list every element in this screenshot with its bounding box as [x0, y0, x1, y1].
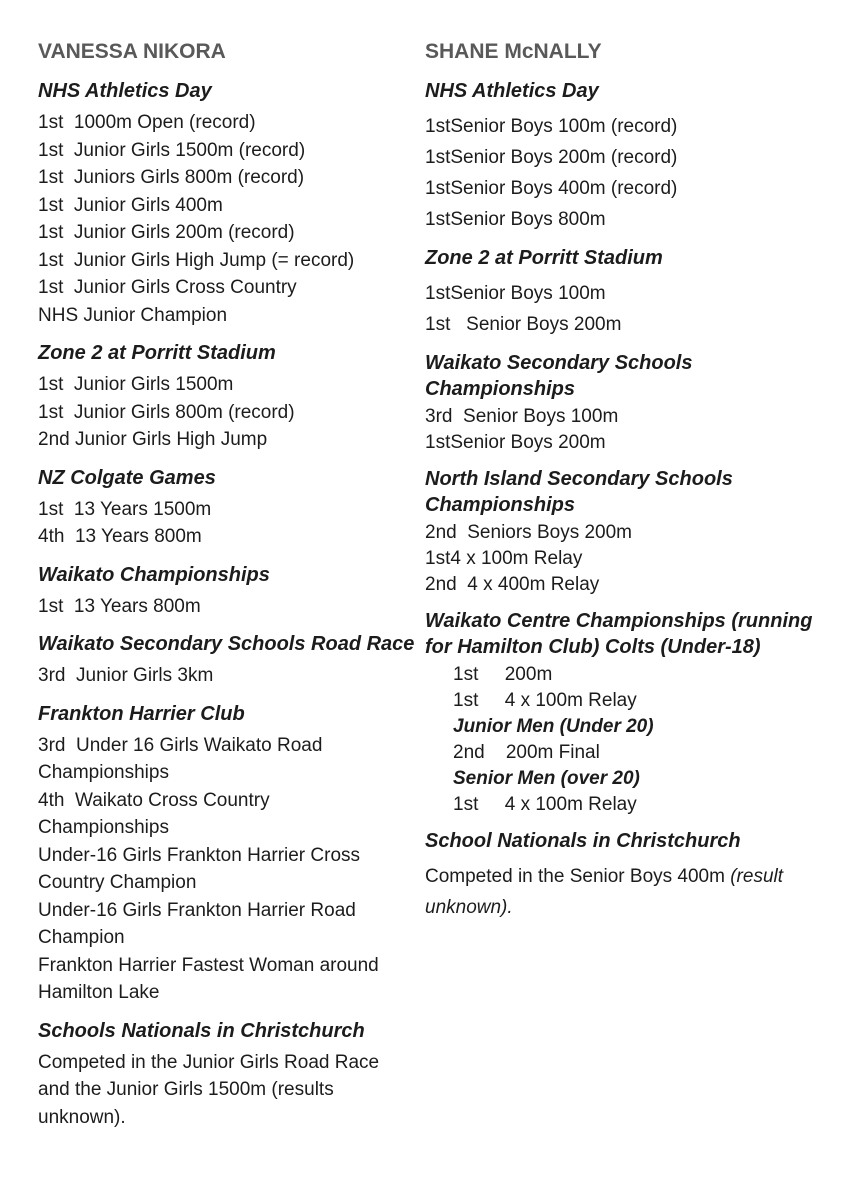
vanessa-section-nz-colgate-games [38, 465, 420, 551]
paragraph-line: unknown). [425, 897, 513, 918]
achievement-line: Under-16 Girls Frankton Harrier Road [38, 899, 356, 921]
vanessa-section-waikato-championships [38, 562, 420, 621]
achievement-line: Hamilton Lake [38, 982, 160, 1003]
section-title: Zone 2 at Porritt Stadium [425, 247, 663, 269]
achievement-line: 1stSenior Boys 800m [425, 209, 606, 230]
section-title: NHS Athletics Day [38, 80, 212, 102]
achievement-line: 1st Senior Boys 200m [425, 314, 622, 335]
shane-section-north-island-secondary-schools-championships [425, 466, 837, 598]
person-name-vanessa: VANESSA NIKORA [38, 40, 226, 63]
section-title: Schools Nationals in Christchurch [38, 1019, 365, 1042]
achievement-line: 4th 13 Years 800m [38, 526, 202, 547]
achievement-line: Championships [38, 817, 169, 838]
achievement-line: 1stSenior Boys 200m [425, 432, 606, 453]
achievement-line: 1st 13 Years 1500m [38, 498, 212, 520]
achievement-line: 1st Junior Girls Cross Country [38, 277, 297, 298]
achievement-line: 2nd 200m Final [453, 742, 600, 763]
section-title: NHS Athletics Day [425, 80, 599, 102]
achievement-line: 1st 200m [453, 664, 553, 685]
achievement-line: 1st 4 x 100m Relay [453, 794, 637, 815]
shane-section-waikato-centre-championships [425, 608, 837, 818]
achievement-line: 1st Junior Girls High Jump (= record) [38, 249, 355, 271]
achievement-line: 1st4 x 100m Relay [425, 548, 583, 569]
section-title: Waikato Championships [38, 563, 270, 586]
achievement-line: Country Champion [38, 872, 197, 893]
achievement-line: 1st Junior Girls 200m (record) [38, 222, 295, 243]
section-title: Waikato Secondary Schools Road Race [38, 633, 415, 655]
achievement-line: Championships [38, 762, 169, 783]
section-title: School Nationals in Christchurch [425, 830, 741, 852]
section-title: NZ Colgate Games [38, 466, 216, 489]
section-title: Waikato Secondary Schools Championships [425, 352, 693, 400]
paragraph-line: unknown). [38, 1106, 126, 1128]
achievement-line: 1stSenior Boys 400m (record) [425, 178, 678, 199]
section-title: Zone 2 at Porritt Stadium [38, 342, 276, 364]
paragraph-line: Competed in the Junior Girls Road Race [38, 1051, 380, 1073]
achievement-line: 1st Junior Girls 800m (record) [38, 401, 295, 423]
age-group-subheading: Junior Men (Under 20) [453, 716, 654, 737]
section-title: North Island Secondary Schools Championships [425, 468, 733, 516]
achievement-line: Champion [38, 927, 125, 948]
shane-section-nhs-athletics-day [425, 78, 837, 235]
shane-section-zone2-porritt-stadium [425, 245, 837, 340]
paragraph-line: and the Junior Girls 1500m (results [38, 1079, 334, 1100]
paragraph-text-italic: (result [730, 866, 784, 887]
achievement-line: 2nd Junior Girls High Jump [38, 429, 268, 450]
person-name-shane: SHANE McNALLY [425, 40, 602, 63]
achievement-line: 2nd 4 x 400m Relay [425, 574, 600, 595]
achievement-line: 1st 13 Years 800m [38, 595, 201, 617]
vanessa-section-waikato-secondary-schools-road-race [38, 631, 420, 690]
vanessa-section-frankton-harrier-club [38, 701, 420, 1007]
paragraph-text: Competed in the Senior Boys 400m [425, 866, 731, 887]
achievement-line: 3rd Junior Girls 3km [38, 665, 214, 686]
column-vanessa [38, 40, 420, 1131]
achievement-line: 3rd Under 16 Girls Waikato Road [38, 734, 323, 756]
achievement-line: 1stSenior Boys 100m (record) [425, 116, 678, 137]
achievement-line: 1st Junior Girls 400m [38, 194, 223, 216]
achievement-line: NHS Junior Champion [38, 304, 228, 326]
achievement-line: 1st Junior Girls 1500m [38, 374, 234, 395]
achievement-line: Under-16 Girls Frankton Harrier Cross [38, 844, 361, 866]
paragraph-line [425, 861, 837, 892]
vanessa-section-zone2-porritt-stadium [38, 340, 420, 454]
shane-section-school-nationals-christchurch [425, 828, 837, 923]
section-title: Waikato Centre Championships (running for Hamilton Club) Colts (Under-18) [425, 610, 813, 658]
achievement-line: 1stSenior Boys 200m (record) [425, 147, 678, 168]
vanessa-section-schools-nationals-christchurch [38, 1018, 420, 1132]
age-group-subheading: Senior Men (over 20) [453, 768, 640, 789]
achievement-line: 1st 4 x 100m Relay [453, 690, 637, 711]
shane-section-waikato-secondary-schools-championships [425, 350, 837, 456]
achievement-line: 1stSenior Boys 100m [425, 283, 606, 304]
achievement-line: 3rd Senior Boys 100m [425, 406, 619, 427]
achievement-line: 1st Junior Girls 1500m (record) [38, 139, 306, 161]
section-title: Frankton Harrier Club [38, 702, 245, 725]
achievement-line: 4th Waikato Cross Country [38, 789, 270, 811]
achievement-line: 1st Juniors Girls 800m (record) [38, 167, 305, 188]
vanessa-section-nhs-athletics-day [38, 78, 420, 329]
achievement-line: 1st 1000m Open (record) [38, 112, 256, 133]
column-shane [425, 40, 837, 923]
achievement-line: Frankton Harrier Fastest Woman around [38, 954, 379, 976]
achievement-line: 2nd Seniors Boys 200m [425, 522, 633, 543]
